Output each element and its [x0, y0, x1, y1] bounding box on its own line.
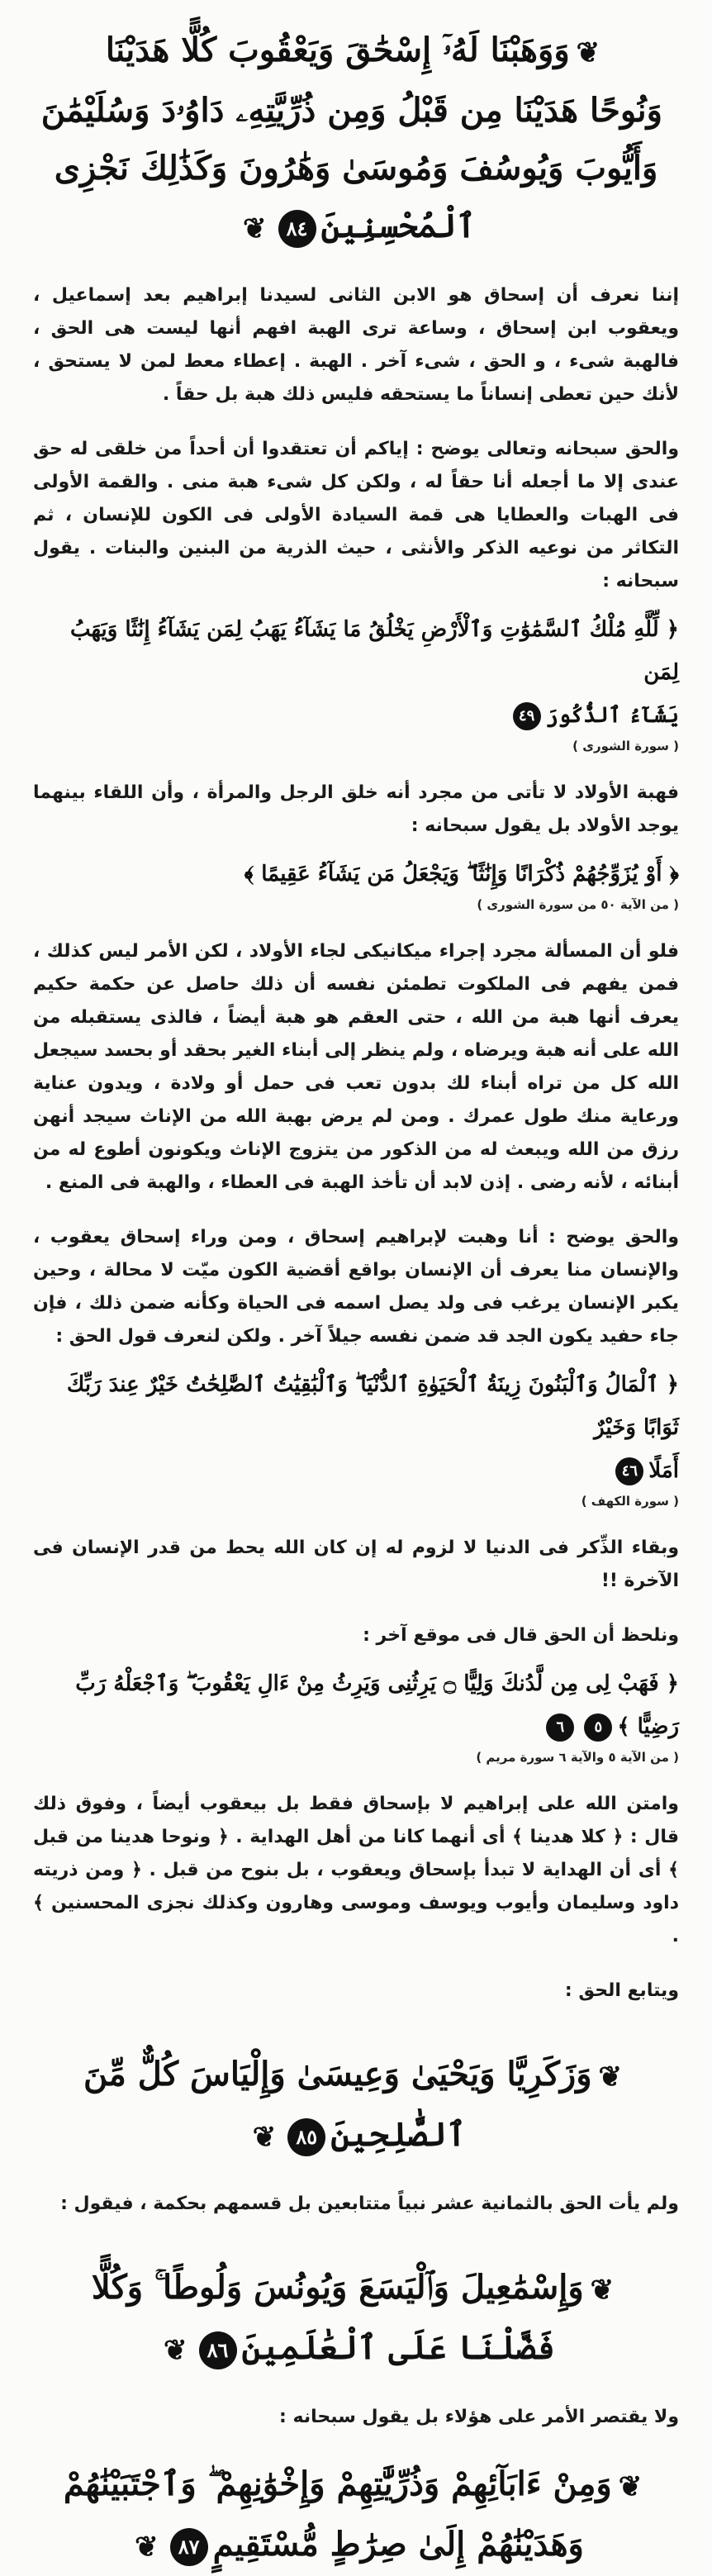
verse-number: ٨٦	[199, 2331, 237, 2369]
paragraph-7: ونلحظ أن الحق قال فى موقع آخر :	[363, 1625, 679, 1646]
verse-number: ٥	[584, 1713, 612, 1742]
quote-kahf-46	[33, 1363, 679, 1492]
quote-line: ﴿ لِّلَّهِ مُلْكُ ٱلسَّمَٰوَٰتِ وَٱلْأَرْضِ يَخْلُقُ مَا يَشَآءُ يَهَبُ لِمَن يَشَآءُ إِنَٰثًا وَيَهَبُ لِمَن	[69, 617, 679, 685]
paragraph-2: والحق سبحانه وتعالى يوضح : إياكم أن تعتقدوا أن أحداً من خلقى له حق عندى إلا ما أجعله أنا حقاً له ، ولكن كل شىء هبة منى . والقمة الأولى فى الهبات والعطايا هى قمة السيادة الأولى فى الكون للإنسان ، ثم التكاثر من نوعيه الذكر والأنثى ، حيث الذرية من البنين والبنات . يقول سبحانه :	[33, 439, 679, 592]
verse-line: وَوَهَبْنَا لَهُۥٓ إِسْحَٰقَ وَيَعْقُوبَ كُلًّا هَدَيْنَا	[105, 31, 570, 69]
ornament-icon: ❦	[590, 2274, 615, 2307]
paragraph-1: إننا نعرف أن إسحاق هو الابن الثانى لسيدنا إبراهيم بعد إسماعيل ، ويعقوب ابن إسحاق ، وساعة ترى الهبة افهم أنها ليست هى الحق ، فالهبة شىء ، و الحق ، شىء آخر . الهبة . إعطاء معط لمن لا يستحق ، لأنك حين تعطى إنساناً ما يستحقه فليس ذلك هبة بل حقاً .	[33, 285, 679, 405]
paragraph-6: وبقاء الذِّكر فى الدنيا لا لزوم له إن كان الله يحط من قدر الإنسان فى الآخرة !!	[33, 1538, 679, 1591]
verse-line: فَضَّلْنَا عَلَى ٱلْعَٰلَمِينَ	[241, 2328, 555, 2367]
verse-87	[50, 2455, 662, 2576]
paragraph-8: وامتن الله على إبراهيم لا بإسحاق فقط بل بيعقوب أيضاً ، وفوق ذلك قال : ﴿ كلا هدينا ﴾ أى أنهما كانا من أهل الهداية . ﴿ ونوحا هدينا من قبل ﴾ أى أن الهداية لا تبدأ بإسحاق ويعقوب ، بل بنوح من قبل . ﴿ ومن ذريته داود وسليمان وأيوب ويوسف وموسى وهارون وكذلك نجزى المحسنين ﴾ .	[33, 1794, 679, 1946]
verse-number: ٨٧	[170, 2528, 208, 2566]
ornament-icon: ❦	[618, 2470, 643, 2503]
verse-line: وَأَيُّوبَ وَيُوسُفَ وَمُوسَىٰ وَهَٰرُونَ وَكَذَٰلِكَ نَجْزِى	[54, 149, 658, 188]
verse-line: وَمِنْ ءَابَآئِهِمْ وَذُرِّيَّٰتِهِمْ وَإِخْوَٰنِهِمْ ۖ وَٱجْتَبَيْنَٰهُمْ	[63, 2464, 612, 2503]
paragraph-4: فلو أن المسألة مجرد إجراء ميكانيكى لجاء الأولاد ، لكن الأمر ليس كذلك ، فمن يفهم فى الملكوت تطمئن نفسه أن ذلك حاصل عن حكمة حكيم يعرف أنها هبة من الله ، حتى العقم هو هبة أيضاً ، فالذى يستقبله من الله على أنه هبة ويرضاه ، ولم ينظر إلى أبناء الغير بحقد أو بحسد سيجعل الله كل من تراه أبناء لك بدون تعب فى حمل أو ولادة ، ويدون عناية ورعاية منك طول عمرك . ومن لم يرض بهبة الله من الإناث سيجد أنهن رزق من الله ويبعث له من الذكور من يتزوج الإناث ويكونون أطوع له من أبنائه ، لأنه رضى . إذن لابد أن تأخذ الهبة فى العطاء ، والهبة فى المنع .	[33, 941, 679, 1193]
reference: ( سورة الشورى )	[572, 739, 679, 753]
ornament-icon: ❦	[598, 2060, 623, 2094]
paragraph-10: ولم يأت الحق بالثمانية عشر نبياً متتابعين بل قسمهم بحكمة ، فيقول :	[60, 2193, 679, 2214]
quote-line: يَشَآءُ ٱلذُّكُورَ	[545, 703, 679, 728]
verse-number: ٤٦	[615, 1457, 643, 1485]
ornament-icon: ❦	[252, 2121, 277, 2154]
verse-84	[40, 21, 662, 258]
paragraph-11: ولا يقتصر الأمر على هؤلاء بل يقول سبحانه :	[279, 2407, 679, 2427]
quote-shura-49	[33, 608, 679, 737]
verse-line: وَهَدَيْنَٰهُمْ إِلَىٰ صِرَٰطٍ مُّسْتَقِيمٍ	[212, 2525, 584, 2564]
verse-number: ٨٤	[278, 210, 316, 248]
quote-line: ﴿ فَهَبْ لِى مِن لَّدُنكَ وَلِيًّا ۝ يَرِثُنِى وَيَرِثُ مِنْ ءَالِ يَعْقُوبَ ۖ وَٱجْعَلْهُ رَبِّ رَضِيًّا ﴾	[75, 1671, 679, 1739]
quote-line: أَمَلًا	[648, 1458, 679, 1483]
ornament-icon: ❦	[164, 2334, 187, 2367]
paragraph-5: والحق يوضح : أنا وهبت لإبراهيم إسحاق ، ومن وراء إسحاق يعقوب ، والإنسان منا يعرف أن الإنسان بواقع أقضية الكون ميّت لا محالة ، وحين يكبر الإنسان يرغب فى ولد يصل اسمه فى الحياة وكأنه ضمن ذلك ، فإن جاء حفيد يكون الجد قد ضمن نفسه جيلاً آخر . ولكن لنعرف قول الحق :	[33, 1227, 679, 1347]
verse-number: ٤٩	[513, 702, 541, 730]
paragraph-3: فهبة الأولاد لا تأتى من مجرد أنه خلق الرجل والمرأة ، وأن اللقاء بينهما يوجد الأولاد بل يقول سبحانه :	[33, 782, 679, 836]
ornament-icon: ❦	[243, 212, 267, 245]
reference: ( سورة الكهف )	[581, 1494, 679, 1509]
ornament-icon: ❦	[135, 2531, 159, 2564]
verse-number: ٦	[546, 1713, 574, 1742]
quote-shura-50	[33, 853, 679, 896]
reference: ( من الآية ٥ والآية ٦ سورة مريم )	[476, 1750, 679, 1765]
verse-line: وَزَكَرِيَّا وَيَحْيَىٰ وَعِيسَىٰ وَإِلْيَاسَ كُلٌّ مِّنَ	[83, 2055, 592, 2094]
quote-maryam-5-6	[33, 1662, 679, 1748]
verse-line: ٱلْمُحْسِنِينَ	[320, 207, 476, 245]
reference: ( من الآية ٥٠ من سورة الشورى )	[477, 897, 679, 912]
verse-86	[50, 2259, 662, 2379]
verse-line: وَإِسْمَٰعِيلَ وَٱلْيَسَعَ وَيُونُسَ وَلُوطًا ۚ وَكُلًّا	[91, 2268, 584, 2307]
verse-line: ٱلصَّٰلِحِينَ	[330, 2115, 467, 2154]
verse-85	[50, 2046, 662, 2166]
verse-number: ٨٥	[287, 2118, 325, 2156]
quote-line: ﴿ أَوْ يُزَوِّجُهُمْ ذُكْرَانًا وَإِنَٰثًا ۖ وَيَجْعَلُ مَن يَشَآءُ عَقِيمًا ﴾	[244, 862, 679, 886]
paragraph-9: ويتابع الحق :	[564, 1980, 679, 2001]
verse-line: وَنُوحًا هَدَيْنَا مِن قَبْلُ وَمِن ذُرِّيَّتِهِۦ دَاوُۥدَ وَسُلَيْمَٰنَ	[40, 91, 662, 130]
ornament-icon: ❦	[576, 36, 600, 69]
quote-line: ﴿ ٱلْمَالُ وَٱلْبَنُونَ زِينَةُ ٱلْحَيَوٰةِ ٱلدُّنْيَا ۖ وَٱلْبَٰقِيَٰتُ ٱلصَّٰلِحَٰتُ خَيْرٌ عِندَ رَبِّكَ ثَوَابًا وَخَيْرٌ	[66, 1372, 679, 1440]
